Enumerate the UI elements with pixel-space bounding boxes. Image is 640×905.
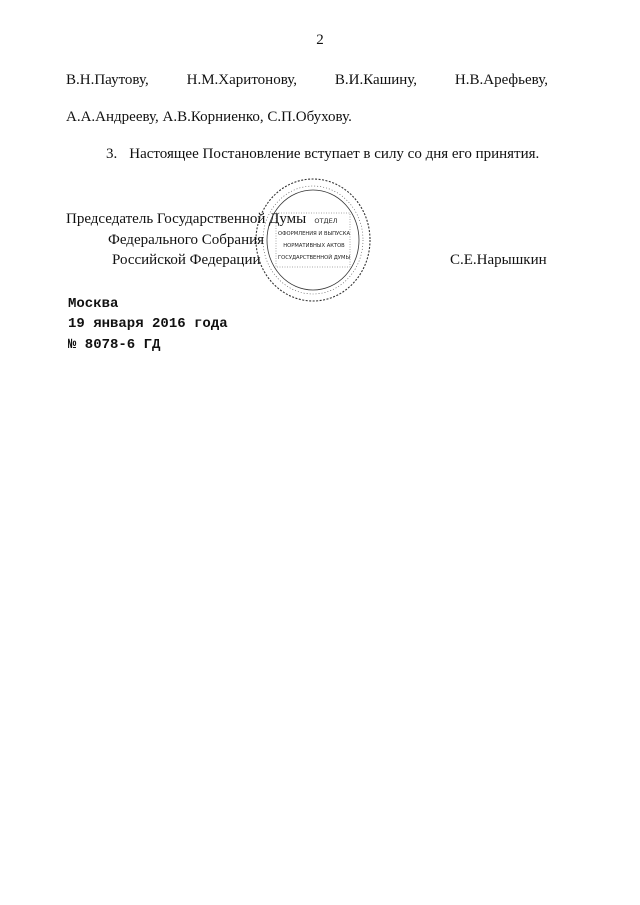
recipient-name: Н.М.Харитонову,	[186, 72, 298, 88]
page-number: 2	[316, 32, 324, 48]
stamp-line-2: ОФОРМЛЕНИЯ И ВЫПУСКА	[277, 231, 351, 237]
signing-place: Москва	[68, 296, 119, 312]
signature-title-line-1: Председатель Государственной Думы	[66, 211, 307, 227]
clause-text: Настоящее Постановление вступает в силу со дня его принятия.	[129, 146, 540, 162]
signature-title-line-2: Федерального Собрания	[108, 232, 265, 248]
recipients-row-1	[66, 72, 548, 89]
signing-date: 19 января 2016 года	[68, 316, 228, 332]
recipients-row-2: А.А.Андрееву, А.В.Корниенко, С.П.Обухову.	[66, 109, 352, 125]
official-stamp	[254, 177, 372, 303]
recipient-name: В.Н.Паутову,	[66, 72, 149, 88]
clause-number: 3.	[106, 146, 118, 162]
stamp-line-4: ГОСУДАРСТВЕННОЙ ДУМЫ	[277, 255, 351, 261]
signature-title-line-3: Российской Федерации	[112, 252, 261, 268]
clause-3	[106, 146, 539, 163]
document-number: № 8078-6 ГД	[68, 337, 161, 353]
recipient-name: Н.В.Арефьеву,	[454, 72, 548, 88]
stamp-line-3: НОРМАТИВНЫХ АКТОВ	[283, 243, 345, 249]
recipient-name: В.И.Кашину,	[334, 72, 418, 88]
stamp-line-1: ОТДЕЛ	[314, 217, 338, 225]
signatory-name: С.Е.Нарышкин	[450, 252, 547, 268]
